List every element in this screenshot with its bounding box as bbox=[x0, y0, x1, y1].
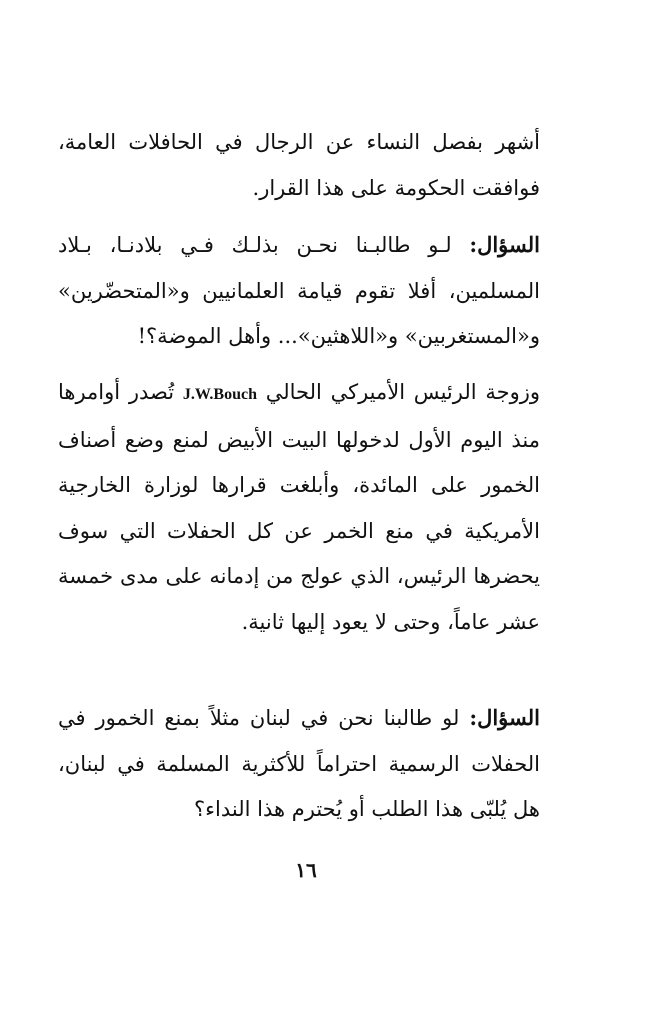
paragraph-4 bbox=[58, 695, 540, 833]
president-name: J.W.Bouch bbox=[182, 386, 257, 403]
paragraph-3 bbox=[58, 370, 540, 645]
paragraph-4-text: لو طالبنا نحن في لبنان مثلاً بمنع الخمور في الحفلات الرسمية احتراماً للأكثرية المسلمة في لبنان، هل يُلبّى هذا الطلب أو يُحترم هذا النداء؟ bbox=[58, 706, 540, 821]
question-label: السؤال: bbox=[469, 705, 540, 730]
question-label: السؤال: bbox=[469, 232, 540, 257]
paragraph-2-text: لـو طالبـنا نحـن بذلـك فـي بلادنـا، بـلاد المسلمين، أفلا تقوم قيامة العلمانيين و«المتحضّرين» و«المستغربين» و«اللاهثين»... وأهل الموضة؟! bbox=[58, 233, 540, 348]
paragraph-1-text: أشهر بفصل النساء عن الرجال في الحافلات العامة، فوافقت الحكومة على هذا القرار. bbox=[58, 130, 540, 200]
paragraph-3-text-after: تُصدر أوامرها منذ اليوم الأول لدخولها البيت الأبيض لمنع وضع أصناف الخمور على المائدة، وأبلغت قرارها لوزارة الخارجية الأمريكية في منع الخمر عن كل الحفلات التي سوف يحضرها الرئيس، الذي عولج من إدمانه على مدى خمسة عشر عاماً، وحتى لا يعود إليها ثانية. bbox=[58, 380, 540, 634]
paragraph-1 bbox=[58, 120, 540, 211]
paragraph-3-text-before: وزوجة الرئيس الأميركي الحالي bbox=[256, 380, 540, 404]
paragraph-2 bbox=[58, 222, 540, 360]
page-number: ١٦ bbox=[295, 858, 317, 882]
